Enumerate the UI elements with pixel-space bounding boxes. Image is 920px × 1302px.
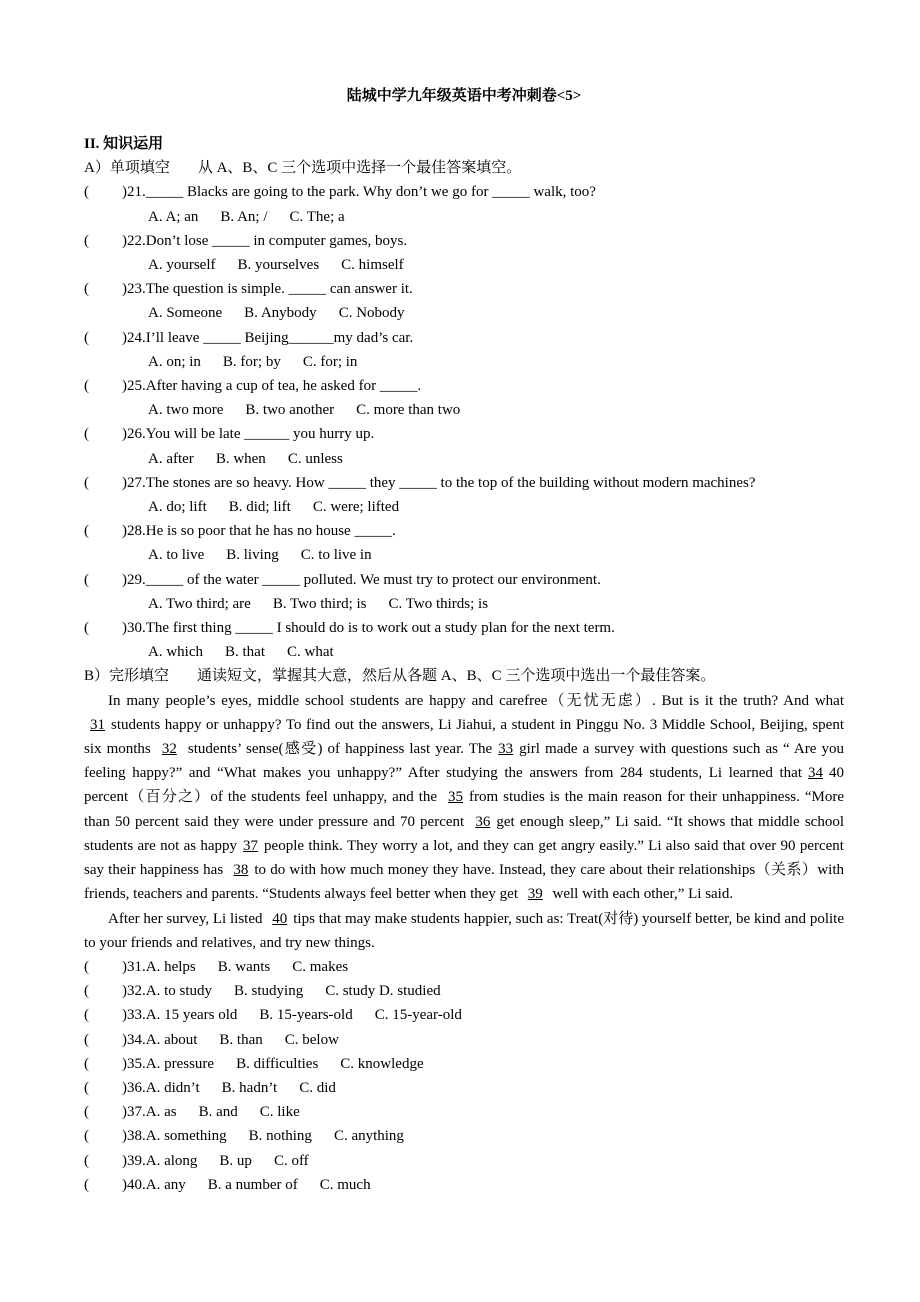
option: A. as	[145, 1104, 177, 1121]
option: B. a number of	[207, 1176, 298, 1193]
cloze-blank: 40	[272, 910, 288, 927]
question-number: )29.	[122, 571, 146, 588]
answer-blank[interactable]: (	[84, 1007, 89, 1024]
option: B. nothing	[248, 1128, 312, 1145]
answer-blank[interactable]: (	[84, 1176, 89, 1193]
question-number: )37.	[122, 1104, 146, 1121]
option: C. like	[259, 1104, 300, 1121]
question-number: )35.	[122, 1055, 146, 1072]
answer-blank[interactable]: (	[84, 1128, 89, 1145]
option: A. which	[148, 644, 203, 661]
question-number: )34.	[122, 1031, 146, 1048]
question-options	[84, 398, 844, 422]
cloze-blank: 39	[527, 886, 543, 903]
question-number: )32.	[122, 983, 146, 1000]
question-row	[84, 1076, 844, 1100]
option: C. off	[273, 1152, 309, 1169]
option: B. and	[198, 1104, 238, 1121]
option: B. when	[215, 450, 266, 467]
option: C. knowledge	[340, 1055, 424, 1072]
question-options	[146, 1100, 300, 1124]
answer-blank[interactable]: (	[84, 1104, 89, 1121]
option: B. up	[219, 1152, 252, 1169]
part-b-instruction: 通读短文，掌握其大意，然后从各题 A、B、C 三个选项中选出一个最佳答案。	[197, 668, 716, 685]
question-options	[146, 1149, 309, 1173]
part-a-heading	[84, 156, 844, 180]
question-row	[84, 422, 844, 446]
question-text: After having a cup of tea, he asked for _____.	[145, 378, 422, 395]
option: C. Two thirds; is	[388, 595, 489, 612]
question-options	[84, 543, 844, 567]
option: A. to live	[148, 547, 205, 564]
question-options	[146, 1003, 462, 1027]
question-options	[84, 640, 844, 664]
question-row	[84, 979, 844, 1003]
option: C. what	[287, 644, 334, 661]
page-title: 陆城中学九年级英语中考冲刺卷<5>	[346, 88, 582, 104]
question-number: )36.	[122, 1079, 146, 1096]
option: A. didn’t	[145, 1079, 200, 1096]
option: C. did	[299, 1079, 336, 1096]
question-number: )28.	[122, 523, 146, 540]
option: C. himself	[341, 257, 404, 274]
cloze-blank: 36	[475, 813, 491, 830]
question-number: )39.	[122, 1152, 146, 1169]
question-number: )24.	[122, 329, 146, 346]
option: C. Nobody	[338, 305, 405, 322]
option: B. two another	[245, 402, 335, 419]
question-number: )26.	[122, 426, 146, 443]
option: A. two more	[148, 402, 224, 419]
cloze-blank: 37	[243, 837, 259, 854]
question-options	[84, 301, 844, 325]
option: B. did; lift	[228, 499, 291, 516]
question-number: )23.	[122, 281, 146, 298]
part-a-questions	[84, 180, 844, 664]
option: A. pressure	[145, 1055, 215, 1072]
option: A. something	[145, 1128, 227, 1145]
answer-blank[interactable]: (	[84, 281, 89, 298]
question-number: )30.	[122, 620, 146, 637]
option: C. much	[319, 1176, 371, 1193]
part-a-instruction: 从 A、B、C 三个选项中选择一个最佳答案填空。	[197, 160, 522, 177]
answer-blank[interactable]: (	[84, 474, 89, 491]
question-number: )38.	[122, 1128, 146, 1145]
question-text: Don’t lose _____ in computer games, boys.	[145, 232, 408, 249]
part-a-label: A）单项填空	[84, 160, 170, 177]
question-options	[146, 1028, 339, 1052]
option: A. Someone	[148, 305, 223, 322]
question-row	[84, 1003, 844, 1027]
question-row	[84, 229, 844, 253]
option: B. hadn’t	[221, 1079, 278, 1096]
question-row	[84, 326, 844, 350]
option: B. living	[226, 547, 279, 564]
option: B. for; by	[222, 353, 281, 370]
section-heading: II. 知识运用	[84, 136, 164, 152]
question-number: )25.	[122, 378, 146, 395]
question-text: _____ Blacks are going to the park. Why don’t we go for _____ walk, too?	[145, 184, 596, 201]
option: A. any	[145, 1176, 186, 1193]
option: C. unless	[287, 450, 343, 467]
question-number: )33.	[122, 1007, 146, 1024]
option: A. to study	[145, 983, 213, 1000]
question-row	[84, 1100, 844, 1124]
question-row	[84, 1028, 844, 1052]
question-options	[146, 1052, 424, 1076]
option: C. The; a	[289, 208, 345, 225]
option: A. Two third; are	[148, 595, 251, 612]
option: A. about	[145, 1031, 198, 1048]
cloze-blank: 33	[498, 741, 514, 758]
option: C. anything	[333, 1128, 404, 1145]
answer-blank[interactable]: (	[84, 523, 89, 540]
option: C. for; in	[302, 353, 358, 370]
question-text: You will be late ______ you hurry up.	[145, 426, 375, 443]
question-row	[84, 1124, 844, 1148]
question-options	[84, 495, 844, 519]
option: B. yourselves	[237, 257, 320, 274]
cloze-blank: 38	[233, 862, 249, 879]
answer-blank[interactable]: (	[84, 1055, 89, 1072]
question-options	[146, 1124, 404, 1148]
question-text: The first thing _____ I should do is to work out a study plan for the next term.	[145, 620, 615, 637]
answer-blank[interactable]: (	[84, 1031, 89, 1048]
question-row	[84, 1149, 844, 1173]
exam-page	[84, 84, 844, 1197]
cloze-passage-2: After her survey, Li listed 40 tips that may make students happier, such as: Treat(对待) yourself better, be kind and polite to your friends and relatives, and try new things.	[84, 910, 844, 951]
answer-blank[interactable]: (	[84, 426, 89, 443]
question-row	[84, 955, 844, 979]
question-options	[84, 592, 844, 616]
answer-blank[interactable]: (	[84, 983, 89, 1000]
question-text: The stones are so heavy. How _____ they _____ to the top of the building without modern machines?	[145, 474, 756, 491]
option: B. studying	[234, 983, 304, 1000]
option: B. Two third; is	[272, 595, 367, 612]
option: C. makes	[292, 958, 349, 975]
question-options	[84, 447, 844, 471]
question-text: He is so poor that he has no house _____.	[145, 523, 396, 540]
question-options	[146, 1076, 336, 1100]
option: A. do; lift	[148, 499, 207, 516]
cloze-passage-1: In many people’s eyes, middle school students are happy and carefree（无忧无虑）. But is it the truth? And what 31 students happy or unhappy? To find out the answers, Li Jiahui, a student in Pinggu No. 3 Middle School, Beijing, spent six months 32 students’ sense(感受) of happiness last year. The 33 girl made a survey with questions such as “ Are you feeling happy?” and “What makes you unhappy?” After studying the answers from 284 students, Li learned that 34 40 percent（百分之）of the students feel unhappy, and the 35 from studies is the main reason for their unhappiness. “More than 50 percent said they were under pressure and 70 percent 36 get enough sleep,” Li said. “It shows that middle school students are not as happy 37 people think. They worry a lot, and they can get angry easily.” Li also said that over 90 percent say their happiness has 38 to do with how much money they have. Instead, they care about their relationships（关系）with friends, teachers and parents. “Students always feel better when they get 39 well with each other,” Li said.	[84, 692, 844, 903]
part-b-label: B）完形填空	[84, 668, 170, 685]
option: B. An; /	[220, 208, 268, 225]
question-text: I’ll leave _____ Beijing______my dad’s car.	[145, 329, 414, 346]
option: A. 15 years old	[145, 1007, 238, 1024]
answer-blank[interactable]: (	[84, 329, 89, 346]
option: A. on; in	[148, 353, 201, 370]
option: B. difficulties	[236, 1055, 319, 1072]
question-options	[84, 205, 844, 229]
option: C. 15-year-old	[374, 1007, 462, 1024]
answer-blank[interactable]: (	[84, 1079, 89, 1096]
question-number: )22.	[122, 232, 146, 249]
question-number: )40.	[122, 1176, 146, 1193]
question-options	[84, 253, 844, 277]
question-row	[84, 616, 844, 640]
question-text: _____ of the water _____ polluted. We must try to protect our environment.	[145, 571, 601, 588]
option: A. along	[145, 1152, 198, 1169]
option: C. to live in	[300, 547, 372, 564]
question-text: The question is simple. _____ can answer it.	[145, 281, 413, 298]
option: A. A; an	[148, 208, 199, 225]
question-row	[84, 374, 844, 398]
part-b-questions	[84, 955, 844, 1197]
option: A. helps	[145, 958, 196, 975]
question-options	[146, 1173, 371, 1197]
question-options	[84, 350, 844, 374]
option: B. Anybody	[244, 305, 317, 322]
question-row	[84, 180, 844, 204]
cloze-blank: 31	[90, 716, 105, 733]
part-b-heading	[84, 664, 844, 688]
option: C. study D. studied	[325, 983, 441, 1000]
option: C. were; lifted	[312, 499, 400, 516]
option: C. more than two	[356, 402, 461, 419]
answer-blank[interactable]: (	[84, 1152, 89, 1169]
answer-blank[interactable]: (	[84, 378, 89, 395]
question-row	[84, 1052, 844, 1076]
option: A. after	[148, 450, 194, 467]
question-options	[146, 979, 441, 1003]
question-number: )31.	[122, 958, 146, 975]
answer-blank[interactable]: (	[84, 232, 89, 249]
option: B. than	[219, 1031, 263, 1048]
answer-blank[interactable]: (	[84, 958, 89, 975]
question-row	[84, 1173, 844, 1197]
question-row	[84, 519, 844, 543]
question-row	[84, 277, 844, 301]
question-options	[146, 955, 348, 979]
question-number: )21.	[122, 184, 146, 201]
question-row	[84, 568, 844, 592]
question-row	[84, 471, 844, 495]
option: C. below	[284, 1031, 339, 1048]
option: B. wants	[217, 958, 271, 975]
cloze-blank: 35	[448, 789, 464, 806]
answer-blank[interactable]: (	[84, 571, 89, 588]
option: B. 15-years-old	[259, 1007, 353, 1024]
option: B. that	[225, 644, 265, 661]
option: A. yourself	[148, 257, 216, 274]
cloze-blank: 34	[808, 765, 823, 782]
cloze-blank: 32	[161, 741, 177, 758]
answer-blank[interactable]: (	[84, 620, 89, 637]
answer-blank[interactable]: (	[84, 184, 89, 201]
question-number: )27.	[122, 474, 146, 491]
